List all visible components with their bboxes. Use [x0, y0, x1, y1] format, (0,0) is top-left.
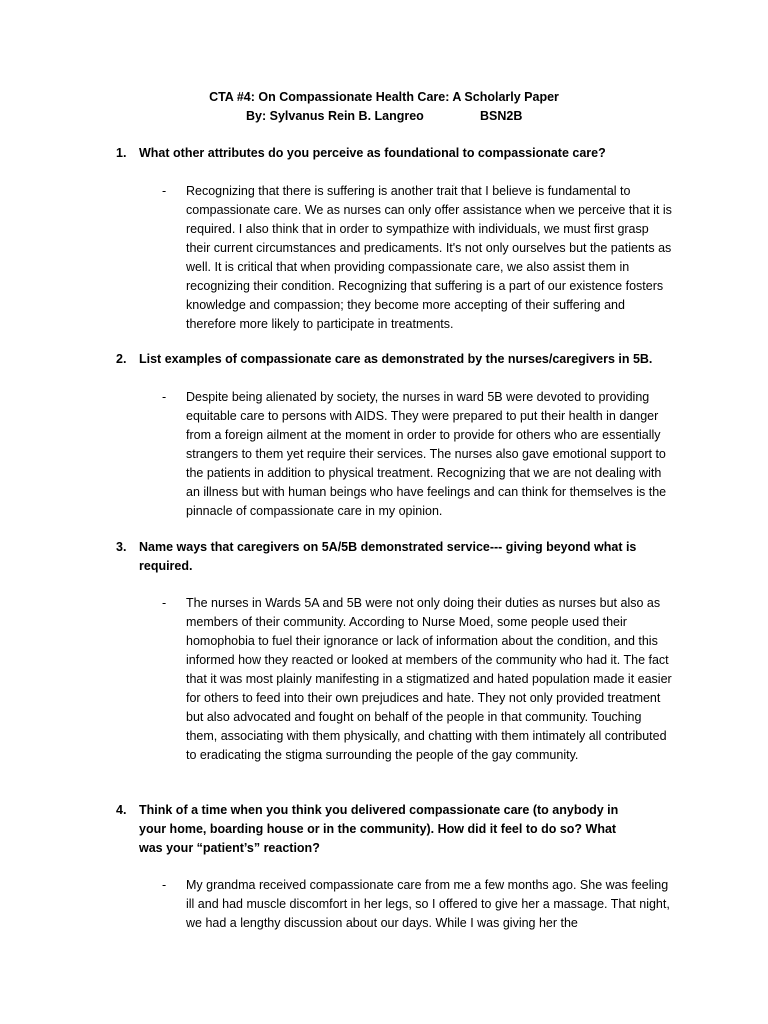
question-text: Think of a time when you think you delivered compassionate care (to anybody in your home, boarding house or in the community). How did it feel to do so? What was your “patient’s” reaction?	[139, 803, 619, 855]
section-label: BSN2B	[480, 109, 523, 123]
answer-text: Despite being alienated by society, the nurses in ward 5B were devoted to providing equitable care to persons with AIDS. They were prepared to put their health in danger from a foreign ailment at the moment in order to provide for others who are essentially strangers to them yet require their services. The nurses also gave emotional support to the patients in addition to physical treatment. Recognizing that we are not dealing with an illness but with human beings who have feelings and can think for themselves is the pinnacle of compassionate care in my opinion.	[186, 390, 667, 518]
answer-bullet: -	[162, 184, 167, 198]
question-text: List examples of compassionate care as demonstrated by the nurses/caregivers in 5B.	[139, 352, 653, 366]
answer-bullet: -	[162, 596, 167, 610]
answer-text: The nurses in Wards 5A and 5B were not only doing their duties as nurses but also as members of their community. According to Nurse Moed, some people used their homophobia to fuel their ignorance or lack of information about the condition, and this informed how they reacted or looked at members of the community who had it. The fact that it was most plainly manifesting in a stigmatized and hated population made it easier for others to feed into their own prejudices and hate. They not only provided treatment but also advocated and fought on behalf of the people in that community. Touching them, associating with them physically, and chatting with them intimately all contributed to eradicating the stigma surrounding the people of the gay community.	[186, 596, 672, 762]
answer-text: My grandma received compassionate care from me a few months ago. She was feeling ill and had muscle discomfort in her legs, so I offered to give her a massage. That night, we had a lengthy discussion about our days. While I was giving her the	[186, 878, 670, 930]
question-number: 3.	[116, 540, 127, 554]
author-byline: By: Sylvanus Rein B. Langreo	[246, 109, 424, 123]
answer-bullet: -	[162, 878, 167, 892]
question-number: 1.	[116, 146, 127, 160]
paper-title: CTA #4: On Compassionate Health Care: A Scholarly Paper	[209, 90, 559, 104]
question-text: Name ways that caregivers on 5A/5B demonstrated service--- giving beyond what is required.	[139, 540, 637, 573]
answer-bullet: -	[162, 390, 167, 404]
question-number: 2.	[116, 352, 127, 366]
question-number: 4.	[116, 803, 127, 817]
answer-text: Recognizing that there is suffering is another trait that I believe is fundamental to compassionate care. We as nurses can only offer assistance when we perceive that it is required. I also think that in order to sympathize with individuals, we must first grasp their current circumstances and predicaments. It's not only ourselves but the patients as well. It is critical that when providing compassionate care, we also assist them in recognizing their condition. Recognizing that suffering is a part of our existence fosters knowledge and compassion; they become more accepting of their suffering and therefore more likely to participate in treatments.	[186, 184, 672, 331]
question-text: What other attributes do you perceive as foundational to compassionate care?	[139, 146, 606, 160]
